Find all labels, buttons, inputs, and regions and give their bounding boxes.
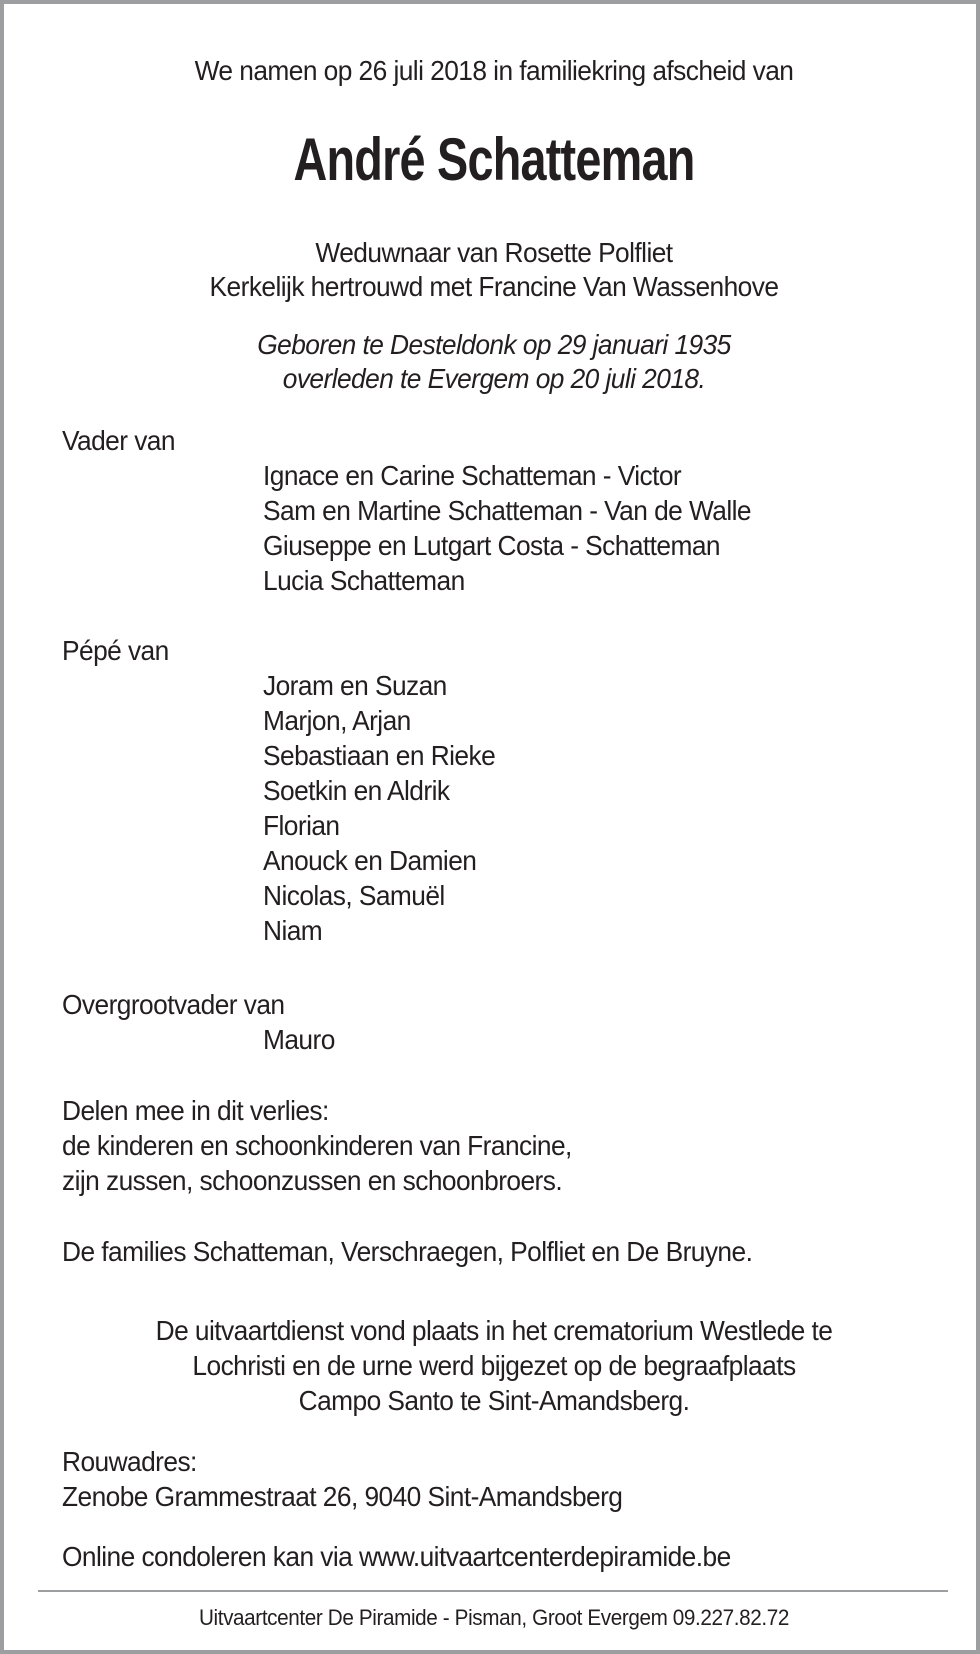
footer-divider xyxy=(38,1590,948,1592)
address-value: Zenobe Grammestraat 26, 9040 Sint-Amandsberg xyxy=(62,1481,623,1512)
grandchild-entry: Sebastiaan en Rieke xyxy=(263,740,496,771)
child-entry: Lucia Schatteman xyxy=(263,565,465,596)
intro-text: We namen op 26 juli 2018 in familiekring afscheid van xyxy=(194,55,794,86)
father-of-label: Vader van xyxy=(62,425,175,456)
child-entry: Ignace en Carine Schatteman - Victor xyxy=(263,460,682,491)
deceased-name: André Schatteman xyxy=(293,126,695,193)
funeral-home-footer: Uitvaartcenter De Piramide - Pisman, Groot Evergem 09.227.82.72 xyxy=(198,1605,790,1630)
sharing-line: zijn zussen, schoonzussen en schoonbroers. xyxy=(62,1165,563,1196)
child-entry: Giuseppe en Lutgart Costa - Schatteman xyxy=(263,530,721,561)
grandchild-entry: Anouck en Damien xyxy=(263,845,477,876)
ceremony-line: De uitvaartdienst vond plaats in het crematorium Westlede te xyxy=(155,1315,833,1346)
great-grandchild-entry: Mauro xyxy=(263,1024,335,1055)
remarried-line: Kerkelijk hertrouwd met Francine Van Wassenhove xyxy=(209,271,779,302)
death-line: overleden te Evergem op 20 juli 2018. xyxy=(282,363,706,394)
ceremony-line: Campo Santo te Sint-Amandsberg. xyxy=(298,1385,690,1416)
grandchild-entry: Marjon, Arjan xyxy=(263,705,411,736)
grandchild-entry: Nicolas, Samuël xyxy=(263,880,445,911)
families-line: De families Schatteman, Verschraegen, Polfliet en De Bruyne. xyxy=(62,1236,753,1267)
grandchild-entry: Florian xyxy=(263,810,340,841)
grandchild-entry: Niam xyxy=(263,915,323,946)
ceremony-line: Lochristi en de urne werd bijgezet op de begraafplaats xyxy=(192,1350,796,1381)
birth-line: Geboren te Desteldonk op 29 januari 1935 xyxy=(257,329,731,360)
address-label: Rouwadres: xyxy=(62,1446,197,1477)
child-entry: Sam en Martine Schatteman - Van de Walle xyxy=(263,495,752,526)
sharing-line: de kinderen en schoonkinderen van Francine, xyxy=(62,1130,572,1161)
sharing-heading: Delen mee in dit verlies: xyxy=(62,1095,329,1126)
widower-line: Weduwnaar van Rosette Polfliet xyxy=(315,237,673,268)
grandfather-of-label: Pépé van xyxy=(62,635,169,666)
grandchild-entry: Joram en Suzan xyxy=(263,670,447,701)
grandchild-entry: Soetkin en Aldrik xyxy=(263,775,450,806)
great-grandfather-of-label: Overgrootvader van xyxy=(62,989,285,1020)
online-condolence-link[interactable]: Online condoleren kan via www.uitvaartcenterdepiramide.be xyxy=(62,1541,731,1572)
